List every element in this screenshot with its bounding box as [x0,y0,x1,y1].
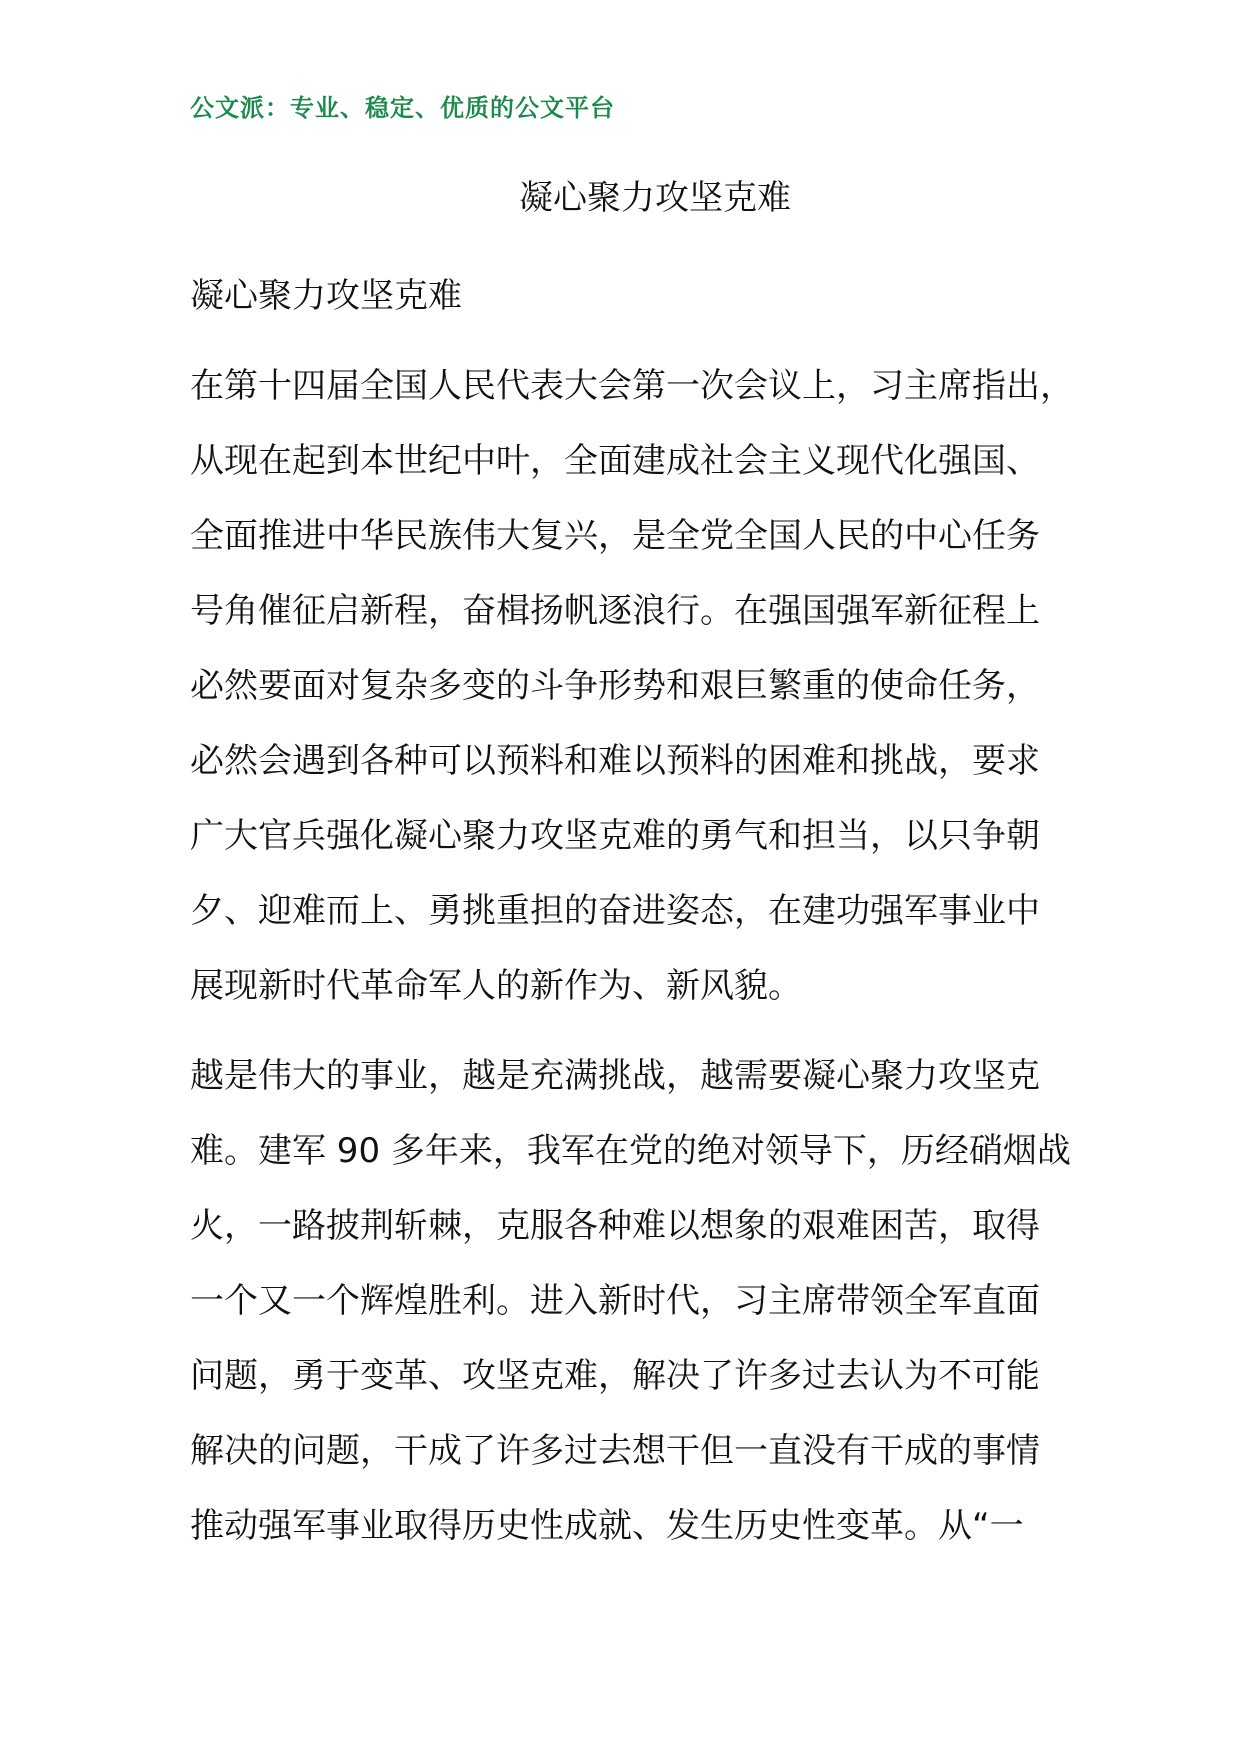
paragraph-1-line-8: 夕、迎难而上、勇挑重担的奋进姿态，在建功强军事业中 [190,891,1040,931]
paragraph-1-line-9: 展现新时代革命军人的新作为、新风貌。 [190,966,802,1006]
paragraph-1-line-3: 全面推进中华民族伟大复兴，是全党全国人民的中心任务 [190,516,1040,556]
paragraph-2-line-5: 问题，勇于变革、攻坚克难，解决了许多过去认为不可能 [190,1356,1040,1396]
paragraph-1-line-4: 号角催征启新程，奋楫扬帆逐浪行。在强国强军新征程上 [190,591,1040,631]
paragraph-2-line-2: 难。建军 90 多年来，我军在党的绝对领导下，历经硝烟战 [190,1131,1071,1171]
paragraph-2-line-3: 火，一路披荆斩棘，克服各种难以想象的艰难困苦，取得 [190,1206,1040,1246]
paragraph-1-line-2: 从现在起到本世纪中叶，全面建成社会主义现代化强国、 [190,441,1040,481]
paragraph-2-line-7: 推动强军事业取得历史性成就、发生历史性变革。从“一 [190,1506,1024,1546]
document-title: 凝心聚力攻坚克难 [519,178,791,218]
paragraph-2-line-6: 解决的问题，干成了许多过去想干但一直没有干成的事情 [190,1431,1040,1471]
paragraph-1-line-6: 必然会遇到各种可以预料和难以预料的困难和挑战，要求 [190,741,1040,781]
header-brand: 公文派：专业、稳定、优质的公文平台 [190,94,615,122]
paragraph-1-line-1: 在第十四届全国人民代表大会第一次会议上，习主席指出， [190,366,1074,406]
paragraph-2-line-4: 一个又一个辉煌胜利。进入新时代，习主席带领全军直面 [190,1281,1040,1321]
paragraph-2-line-1: 越是伟大的事业，越是充满挑战，越需要凝心聚力攻坚克 [190,1056,1040,1096]
paragraph-1-line-7: 广大官兵强化凝心聚力攻坚克难的勇气和担当，以只争朝 [190,816,1040,856]
document-subtitle: 凝心聚力攻坚克难 [190,276,462,316]
paragraph-1-line-5: 必然要面对复杂多变的斗争形势和艰巨繁重的使命任务， [190,666,1040,706]
document-body [190,0,1190,1754]
